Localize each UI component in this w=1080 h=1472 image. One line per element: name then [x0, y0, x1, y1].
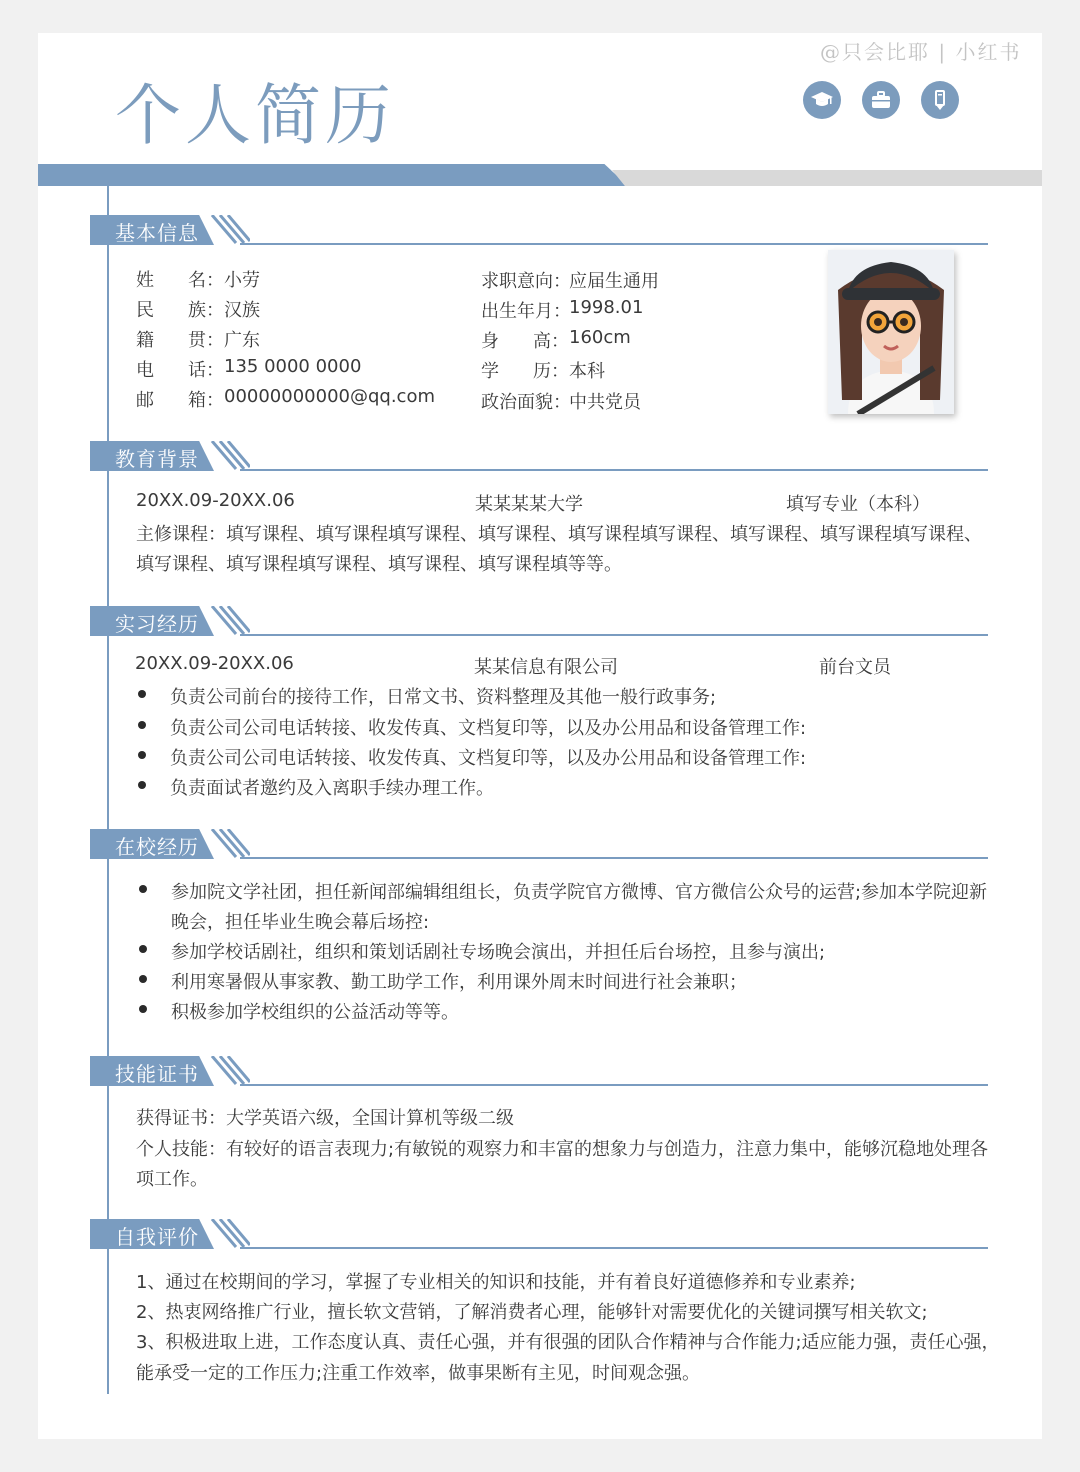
label: 话： — [188, 360, 224, 381]
skills-line: 项工作。 — [136, 1169, 208, 1190]
internship-company: 某某信息有限公司 — [474, 657, 618, 678]
label: 民 — [136, 300, 154, 321]
page-title: 个人简历 — [115, 77, 395, 154]
bullet-dot — [138, 781, 146, 789]
education-major: 填写专业（本科） — [786, 494, 930, 515]
stripes-decoration — [210, 441, 250, 471]
education-line: 主修课程：填写课程、填写课程填写课程、填写课程、填写课程填写课程、填写课程、填写课程填写课程、 — [136, 524, 982, 545]
list-item: 负责公司前台的接待工作，日常文书、资料整理及其他一般行政事务; — [170, 687, 717, 708]
self-line: 2、热衷网络推广行业，擅长软文营销，了解消费者心理，能够针对需要优化的关键词撰写相关软文; — [136, 1302, 928, 1323]
label: 电 — [136, 360, 154, 381]
ethnicity-value: 汉族 — [224, 300, 260, 321]
label: 邮 — [136, 390, 154, 411]
avatar — [828, 250, 954, 414]
section-header-skills — [90, 1056, 988, 1086]
header-icons — [803, 81, 959, 119]
label: 族： — [188, 300, 224, 321]
section-title: 技能证书 — [115, 1062, 199, 1086]
section-header-internship — [90, 606, 988, 636]
email-value: 00000000000@qq.com — [224, 386, 435, 407]
bullet-dot — [138, 721, 146, 729]
bullet-dot — [139, 1005, 147, 1013]
political-value: 中共党员 — [569, 392, 641, 413]
label: 历： — [533, 361, 569, 382]
label: 贯： — [188, 330, 224, 351]
pen-icon — [921, 81, 959, 119]
bullet-dot — [138, 751, 146, 759]
list-item: 负责公司公司电话转接、收发传真、文档复印等，以及办公用品和设备管理工作: — [170, 718, 807, 739]
height-value: 160cm — [569, 327, 631, 348]
birth-value: 1998.01 — [569, 297, 644, 318]
top-band-accent — [38, 164, 628, 186]
section-title: 实习经历 — [115, 612, 199, 636]
self-line: 1、通过在校期间的学习，掌握了专业相关的知识和技能，并有着良好道德修养和专业素养; — [136, 1272, 856, 1293]
bullet-dot — [139, 945, 147, 953]
skills-line: 获得证书：大学英语六级，全国计算机等级二级 — [136, 1108, 514, 1129]
skills-line: 个人技能：有较好的语言表现力;有敏锐的观察力和丰富的想象力与创造力，注意力集中，能够沉稳地处理各 — [136, 1139, 989, 1160]
section-title: 自我评价 — [115, 1225, 199, 1249]
stripes-decoration — [210, 829, 250, 859]
list-item: 参加学校话剧社，组织和策划话剧社专场晚会演出，并担任后台场控，且参与演出; — [171, 942, 826, 963]
self-line: 3、积极进取上进，工作态度认真、责任心强，并有很强的团队合作精神与合作能力;适应能力强，责任心强， — [136, 1332, 1000, 1353]
list-item-continued: 晚会，担任毕业生晚会幕后场控: — [171, 912, 430, 933]
stripes-decoration — [210, 606, 250, 636]
list-item: 利用寒暑假从事家教、勤工助学工作，利用课外周末时间进行社会兼职； — [171, 972, 747, 993]
section-header-self — [90, 1219, 988, 1249]
label: 出生年月： — [481, 301, 571, 322]
label: 身 — [481, 331, 499, 352]
education-line: 填写课程、填写课程填写课程、填写课程、填写课程填等等。 — [136, 554, 622, 575]
list-item: 负责公司公司电话转接、收发传真、文档复印等，以及办公用品和设备管理工作: — [170, 748, 807, 769]
stripes-decoration — [210, 1056, 250, 1086]
top-band-gray — [612, 170, 1042, 186]
education-school: 某某某某大学 — [475, 494, 583, 515]
degree-value: 本科 — [569, 361, 605, 382]
label: 学 — [481, 361, 499, 382]
list-item: 负责面试者邀约及入离职手续办理工作。 — [170, 778, 494, 799]
self-line: 能承受一定的工作压力;注重工作效率，做事果断有主见，时间观念强。 — [136, 1363, 701, 1384]
watermark: @只会比耶 | 小红书 — [820, 40, 1022, 64]
graduation-cap-icon — [803, 81, 841, 119]
education-period: 20XX.09-20XX.06 — [136, 490, 295, 511]
section-title: 在校经历 — [115, 835, 199, 859]
section-header-education — [90, 441, 988, 471]
name-value: 小劳 — [224, 270, 260, 291]
label: 姓 — [136, 270, 154, 291]
briefcase-icon — [862, 81, 900, 119]
phone-value: 135 0000 0000 — [224, 356, 362, 377]
label: 政治面貌： — [481, 392, 571, 413]
stripes-decoration — [210, 1219, 250, 1249]
label: 箱： — [188, 390, 224, 411]
internship-period: 20XX.09-20XX.06 — [135, 653, 294, 674]
list-item: 参加院文学社团，担任新闻部编辑组组长，负责学院官方微博、官方微信公众号的运营;参加本学院迎新 — [171, 882, 988, 903]
section-header-basic — [90, 215, 988, 245]
section-header-campus — [90, 829, 988, 859]
section-title: 教育背景 — [115, 447, 199, 471]
timeline-line — [107, 186, 109, 1394]
internship-role: 前台文员 — [819, 657, 891, 678]
job-intent-value: 应届生通用 — [569, 271, 659, 292]
hometown-value: 广东 — [224, 330, 260, 351]
stripes-decoration — [210, 215, 250, 245]
label: 名： — [188, 270, 224, 291]
section-title: 基本信息 — [115, 221, 199, 245]
bullet-dot — [138, 690, 146, 698]
bullet-dot — [139, 975, 147, 983]
label: 高： — [533, 331, 569, 352]
list-item: 积极参加学校组织的公益活动等等。 — [171, 1002, 459, 1023]
bullet-dot — [139, 885, 147, 893]
label: 求职意向： — [481, 271, 571, 292]
label: 籍 — [136, 330, 154, 351]
